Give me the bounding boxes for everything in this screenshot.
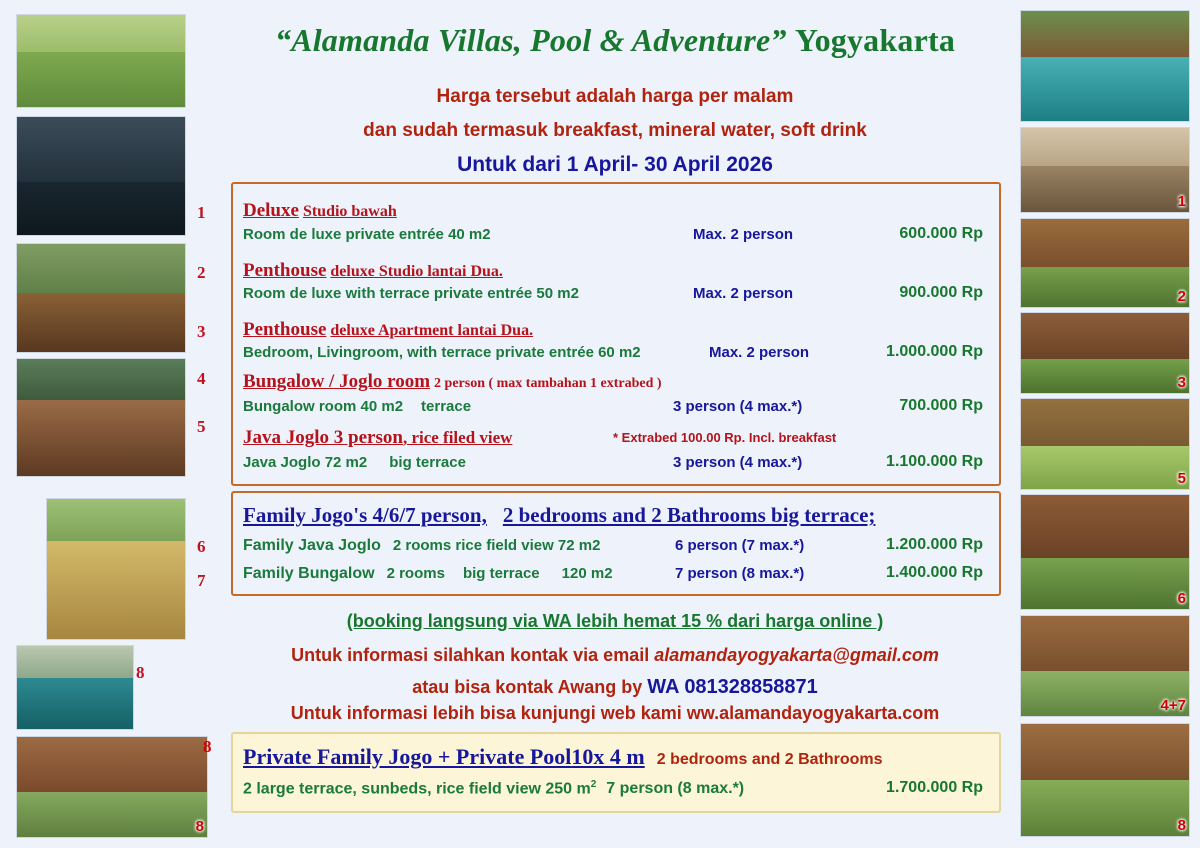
photo-pool-and-villa-aerial <box>1020 10 1190 122</box>
title-city: Yogyakarta <box>794 22 956 58</box>
room-title-2: Penthouse <box>243 260 327 281</box>
photo-guests-dining-group <box>16 358 186 477</box>
room-number-7: 7 <box>197 571 206 590</box>
photo-badge-8b: 8 <box>195 818 204 835</box>
room-detail-1 <box>243 226 991 244</box>
private-title-size: 10x 4 m <box>571 744 645 769</box>
room-max-1: Max. 2 person <box>693 226 794 243</box>
website-line[interactable]: Untuk informasi lebih bisa kunjungi web kami ww.alamandayogyakarta.com <box>290 703 940 723</box>
family-row-6 <box>243 537 991 555</box>
private-sub-sup: 2 <box>590 779 597 790</box>
room-detail-sup-4: 2 <box>394 398 404 415</box>
room-subtitle-5: , rice filed view <box>402 428 513 447</box>
room-row-3 <box>243 319 991 341</box>
email-line <box>200 645 1030 666</box>
private-header <box>243 744 991 770</box>
room-subtitle-2: deluxe Studio lantai Dua. <box>330 263 503 280</box>
room-detail-text-4: Bungalow room 40 m <box>243 398 395 415</box>
room-price-4: 700.000 Rp <box>899 397 983 414</box>
email-prefix: Untuk informasi silahkan kontak via email <box>291 645 655 665</box>
photo-swimming-pool-small <box>16 645 134 730</box>
family-size-sup-7: 2 <box>604 565 613 582</box>
photo-private-pool-villa <box>1020 723 1190 837</box>
title-quote: “Alamanda Villas, Pool & Adventure” <box>274 22 787 58</box>
photo-dining-terrace <box>16 243 186 353</box>
photo-badge-2: 2 <box>1177 288 1186 305</box>
subtitle-line-2: dan sudah termasuk breakfast, mineral water, soft drink <box>363 120 867 141</box>
room-number-5: 5 <box>197 417 206 436</box>
room-max-5: 3 person (4 max.*) <box>673 454 803 471</box>
room-max-4: 3 person (4 max.*) <box>673 398 803 415</box>
room-row-1 <box>243 200 991 222</box>
photo-living-room-interior <box>1020 127 1190 213</box>
photo-joglo-house-exterior <box>16 736 208 838</box>
private-family-offer <box>231 732 1001 813</box>
family-desc-6: 2 rooms rice field view 72 m <box>392 537 593 554</box>
wa-prefix: atau bisa kontak Awang by <box>412 677 648 697</box>
room-detail-2 <box>243 285 991 303</box>
photo-joglo-rice-field <box>1020 398 1190 490</box>
room-row-2 <box>243 260 991 282</box>
room-detail-sup-5: 2 <box>358 454 368 471</box>
room-detail-sup-2: 2 <box>570 285 579 302</box>
room-detail-text-3: Bedroom, Livingroom, with terrace private entrée 60 m <box>243 344 633 361</box>
page-title <box>200 22 1030 59</box>
family-desc2-7: big terrace <box>462 565 540 582</box>
photo-bungalow-terrace <box>1020 615 1190 717</box>
email-address[interactable]: alamandayogyakarta@gmail.com <box>654 645 939 665</box>
room-row-4 <box>243 371 991 393</box>
room-subtitle-3: deluxe Apartment lantai Dua. <box>330 322 534 339</box>
room-title-3: Penthouse <box>243 319 327 340</box>
private-sub: 2 large terrace, sunbeds, rice field view 250 m <box>243 780 591 798</box>
photo-badge-3: 3 <box>1177 374 1186 391</box>
private-detail <box>243 779 991 798</box>
room-subtitle-1: Studio bawah <box>302 203 397 220</box>
photo-badge-6: 6 <box>1177 590 1186 607</box>
room-subtitle-4: 2 person ( max tambahan 1 extrabed ) <box>434 376 662 391</box>
room-title-4: Bungalow / Joglo room <box>243 371 431 392</box>
photo-family-guests-portrait <box>46 498 186 640</box>
photo-badge-8c: 8 <box>203 737 212 756</box>
photo-family-joglo-garden <box>1020 494 1190 610</box>
room-number-4: 4 <box>197 369 206 388</box>
room-detail-4 <box>243 398 991 416</box>
photo-badge-5: 5 <box>1177 470 1186 487</box>
photo-badge-1: 1 <box>1177 193 1186 210</box>
room-number-3: 3 <box>197 322 206 341</box>
room-detail-text-1: Room de luxe private entrée 40 m <box>243 226 483 243</box>
room-max-3: Max. 2 person <box>709 344 810 361</box>
family-table <box>231 491 1001 596</box>
photo-two-story-joglo <box>1020 312 1190 394</box>
photo-badge-8a: 8 <box>136 663 145 682</box>
room-price-5: 1.100.000 Rp <box>886 453 983 470</box>
family-max-7: 7 person (8 max.*) <box>675 565 805 582</box>
private-title: Private Family Jogo + Private Pool <box>243 744 572 769</box>
room-detail-5 <box>243 454 991 472</box>
room-note-5: * Extrabed 100.00 Rp. Incl. breakfast <box>613 430 837 445</box>
family-name-7: Family Bungalow <box>243 565 375 582</box>
private-title-tail: 2 bedrooms and 2 Bathrooms <box>656 751 883 768</box>
room-detail-sup-1: 2 <box>482 226 491 243</box>
room-number-1: 1 <box>197 203 206 222</box>
family-price-6: 1.200.000 Rp <box>886 536 983 553</box>
room-max-2: Max. 2 person <box>693 285 794 302</box>
family-title: Family Jogo's 4/6/7 person, <box>243 503 487 527</box>
family-desc-7: 2 rooms <box>386 565 445 582</box>
family-desc-sup-6: 2 <box>592 537 601 554</box>
rooms-table <box>231 182 1001 486</box>
photo-badge-4-7: 4+7 <box>1160 697 1186 714</box>
room-title-1: Deluxe <box>243 200 299 221</box>
room-price-3: 1.000.000 Rp <box>886 343 983 360</box>
whatsapp-line <box>200 676 1030 699</box>
room-detail-text-2: Room de luxe with terrace private entrée 50 m <box>243 285 571 302</box>
room-number-2: 2 <box>197 263 206 282</box>
photo-rice-field-aerial <box>16 14 186 108</box>
family-max-6: 6 person (7 max.*) <box>675 537 805 554</box>
family-title-tail: 2 bedrooms and 2 Bathrooms big terrace; <box>502 503 876 527</box>
family-header <box>243 503 991 528</box>
room-detail-text2-4: terrace <box>421 398 472 415</box>
private-price: 1.700.000 Rp <box>886 779 983 796</box>
family-size-7: 120 m <box>561 565 605 582</box>
room-price-2: 900.000 Rp <box>899 284 983 301</box>
room-detail-sup-3: 2 <box>632 344 641 361</box>
room-detail-3 <box>243 344 991 362</box>
room-price-1: 600.000 Rp <box>899 225 983 242</box>
family-price-7: 1.400.000 Rp <box>886 564 983 581</box>
validity-period: Untuk dari 1 April- 30 April 2026 <box>457 153 773 176</box>
room-row-5 <box>243 427 991 449</box>
whatsapp-number[interactable]: WA 081328858871 <box>647 676 818 698</box>
photo-wooden-villa-exterior <box>1020 218 1190 308</box>
private-persons: 7 person (8 max.*) <box>606 780 745 798</box>
photo-river-village-evening <box>16 116 186 236</box>
subtitle-line-1: Harga tersebut adalah harga per malam <box>436 86 794 107</box>
promo-note: (booking langsung via WA lebih hemat 15 % dari harga online ) <box>346 611 884 631</box>
photo-badge-8d: 8 <box>1177 817 1186 834</box>
room-title-5: Java Joglo 3 person <box>243 427 403 448</box>
room-number-6: 6 <box>197 537 206 556</box>
room-detail-text-5: Java Joglo 72 m <box>243 454 359 471</box>
family-name-6: Family Java Joglo <box>243 537 381 554</box>
family-row-7 <box>243 565 991 583</box>
room-detail-text2-5: big terrace <box>389 454 466 471</box>
